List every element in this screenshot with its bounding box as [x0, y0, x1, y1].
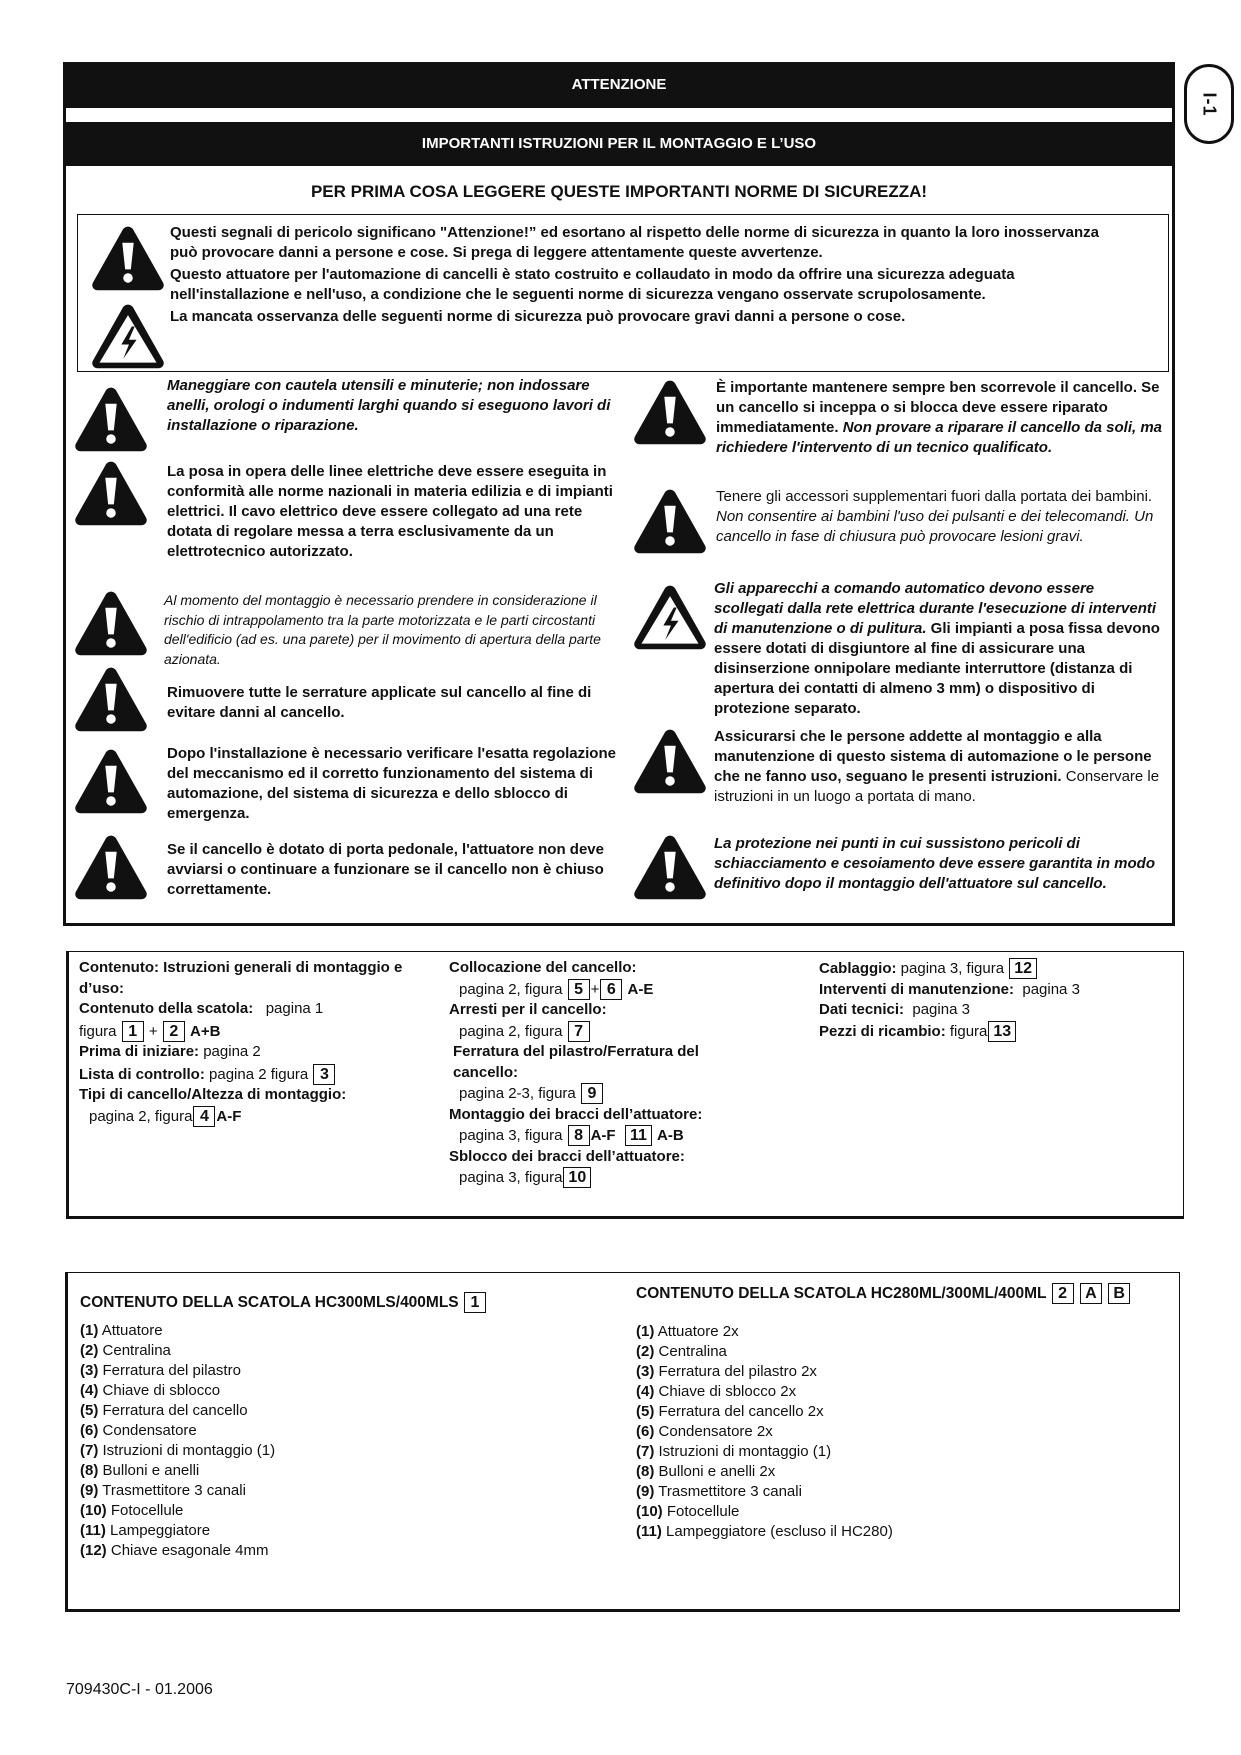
warning-text-pedestrian-door: Se il cancello è dotato di porta pedonale, l'attuatore non deve avviarsi o continuare a funzionare se il cancello non è chiuso correttamente. [167, 841, 604, 898]
contents-label: Tipi di cancello/Altezza di montaggio: [79, 1086, 347, 1103]
list-item-number: (5) [80, 1402, 99, 1419]
box-contents-right [636, 1283, 1176, 1542]
page-tab [1184, 64, 1234, 144]
document-code: 709430C-I - 01.2006 [66, 1681, 213, 1698]
list-item-text: Trasmettitore 3 canali [102, 1482, 246, 1499]
contents-label: Contenuto della scatola: [79, 1000, 254, 1017]
list-item [80, 1361, 620, 1381]
figure-ref: B [1108, 1283, 1130, 1304]
list-item [636, 1342, 1176, 1362]
contents-label: Cablaggio: [819, 960, 897, 977]
list-item [80, 1481, 620, 1501]
warning-text-tools: Maneggiare con cautela utensili e minuterie; non indossare anelli, orologi o indumenti larghi quando si eseguono lavori di installazione o riparazione. [167, 377, 611, 434]
contents-value: pagina 2 figura [209, 1065, 309, 1083]
contents-heading: Contenuto: Istruzioni generali di montaggio e d’uso: [79, 959, 403, 997]
list-item-text: Bulloni e anelli 2x [658, 1463, 776, 1480]
warning-text-bold: Assicurarsi che le persone addette al montaggio e alla manutenzione di questo sistema di automazione o le persone che ne fanno uso, seguano le presenti istruzioni. [714, 728, 1152, 785]
list-item-number: (4) [80, 1382, 99, 1399]
list-item-number: (5) [636, 1403, 655, 1420]
list-item-number: (8) [636, 1463, 655, 1480]
figure-ref: 8 [568, 1125, 590, 1146]
figure-suffix: A-B [657, 1127, 684, 1144]
intro-paragraph: Questi segnali di pericolo significano "Attenzione!” ed esortano al rispetto delle norme di sicurezza in quanto la loro inosservanza può provocare danni a persone e cose. Si prega di leggere attentamente queste avvertenze. [170, 224, 1099, 261]
list-item-number: (2) [80, 1342, 99, 1359]
figure-ref: 4 [193, 1106, 215, 1127]
warning-triangle-icon [632, 832, 708, 902]
contents-value: pagina 3, figura [459, 1127, 563, 1144]
contents-value: pagina 2, figura [459, 1022, 563, 1040]
warning-text-locks: Rimuovere tutte le serrature applicate sul cancello al fine di evitare danni al cancello. [167, 684, 592, 721]
figure-ref: 13 [988, 1021, 1016, 1042]
page-tab-label: I-1 [1199, 91, 1220, 117]
list-item-number: (10) [80, 1502, 107, 1519]
electrical-hazard-icon [90, 301, 166, 371]
contents-label: Dati tecnici: [819, 1001, 905, 1018]
list-item-number: (3) [636, 1363, 655, 1380]
list-item-number: (11) [636, 1523, 662, 1540]
figure-ref: 10 [563, 1167, 591, 1188]
intro-paragraph: La mancata osservanza delle seguenti norme di sicurezza può provocare gravi danni a persone o cose. [170, 308, 906, 325]
contents-value: pagina 3 [912, 1001, 970, 1018]
list-item [80, 1401, 620, 1421]
warning-triangle-icon [73, 746, 149, 816]
figure-suffix: A+B [189, 1022, 221, 1040]
figure-suffix: A-F [590, 1127, 616, 1144]
contents-value: figura [949, 1022, 988, 1040]
contents-value: pagina 2, figura [459, 980, 563, 998]
list-item [636, 1482, 1176, 1502]
warning-triangle-icon [632, 377, 708, 447]
contents-column-3 [819, 958, 1159, 1042]
list-item-text: Chiave di sblocco [102, 1382, 221, 1399]
intro-paragraph: Questo attuatore per l'automazione di cancelli è stato costruito e collaudato in modo da offrire una sicurezza adeguata nell'installazione e nell'uso, a condizione che le seguenti norme di sicurezza vengano osservate scrupolosamente. [170, 266, 1015, 303]
list-item-number: (9) [80, 1482, 99, 1499]
figure-ref: 9 [581, 1083, 603, 1104]
figure-ref: 11 [625, 1125, 652, 1146]
list-item-text: Ferratura del cancello 2x [658, 1403, 824, 1420]
page-title: PER PRIMA COSA LEGGERE QUESTE IMPORTANTI NORME DI SICUREZZA! [310, 182, 928, 201]
figure-ref: 2 [163, 1021, 185, 1042]
box-title-text: CONTENUTO DELLA SCATOLA HC300MLS/400MLS [80, 1294, 459, 1311]
warning-text-bold-italic: Non provare a riparare il cancello da soli, ma richiedere l'intervento di un tecnico qualificato. [716, 419, 1163, 456]
contents-column-2 [449, 958, 749, 1189]
list-item-number: (7) [80, 1442, 99, 1459]
warning-text-crushing: La protezione nei punti in cui sussistono pericoli di schiacciamento e cesoiamento deve essere garantita in modo definitivo dopo il montaggio dell'attuatore sul cancello. [714, 835, 1156, 892]
list-item-text: Lampeggiatore [110, 1522, 211, 1539]
list-item [636, 1502, 1176, 1522]
contents-value: pagina 1 [265, 1000, 324, 1017]
subtitle-bar: IMPORTANTI ISTRUZIONI PER IL MONTAGGIO E L’USO [63, 122, 1175, 166]
list-item-text: Istruzioni di montaggio (1) [658, 1443, 832, 1460]
box-title [636, 1283, 1176, 1304]
contents-label: Interventi di manutenzione: [819, 980, 1015, 998]
warning-text-verification: Dopo l'installazione è necessario verificare l'esatta regolazione del meccanismo ed il corretto funzionamento del sistema di automazione, del sistema di sicurezza e dello sblocco di emergenza. [167, 745, 616, 822]
contents-column-1 [79, 958, 431, 1127]
list-item-text: Fotocellule [666, 1503, 740, 1520]
list-item-number: (1) [80, 1322, 99, 1339]
list-item [80, 1381, 620, 1401]
list-item [80, 1461, 620, 1481]
list-item-number: (6) [80, 1422, 99, 1439]
figure-ref: 3 [313, 1064, 335, 1085]
warning-text-plain: Tenere gli accessori supplementari fuori dalla portata dei bambini. [716, 488, 1153, 505]
contents-value: pagina 3, figura [459, 1169, 563, 1186]
warning-text-children [716, 487, 1162, 547]
list-item-number: (6) [636, 1423, 655, 1440]
list-item [636, 1362, 1176, 1382]
intro-text [170, 223, 1130, 329]
list-item-text: Condensatore 2x [658, 1423, 773, 1440]
list-item-number: (8) [80, 1462, 99, 1479]
contents-separator: + [590, 980, 600, 998]
warning-text-disconnect [714, 579, 1166, 719]
list-item-text: Chiave di sblocco 2x [658, 1383, 797, 1400]
list-item [80, 1321, 620, 1341]
contents-label: Lista di controllo: [79, 1065, 205, 1083]
list-item [636, 1422, 1176, 1442]
list-item-number: (3) [80, 1362, 99, 1379]
list-item-text: Ferratura del pilastro [102, 1362, 241, 1379]
contents-label: Montaggio dei bracci dell’attuatore: [449, 1105, 703, 1123]
figure-ref: 2 [1052, 1283, 1074, 1304]
warning-text-bold-italic: Gli apparecchi a comando automatico devono essere scollegati dalla rete elettrica durante l'esecuzione di interventi di manutenzione o di pulitura. [714, 580, 1157, 637]
figure-suffix: A-F [216, 1107, 242, 1125]
figure-ref: 5 [568, 979, 590, 1000]
list-item [80, 1501, 620, 1521]
list-item [636, 1322, 1176, 1342]
list-item-number: (1) [636, 1323, 655, 1340]
box-title [80, 1292, 620, 1313]
warning-triangle-icon [632, 486, 708, 556]
contents-label: Prima di iniziare: [79, 1043, 200, 1060]
list-item [636, 1402, 1176, 1422]
contents-value: figura [79, 1022, 117, 1040]
list-item-number: (7) [636, 1443, 655, 1460]
list-item-text: Bulloni e anelli [102, 1462, 200, 1479]
warning-text-personnel [714, 727, 1160, 807]
list-item-text: Attuatore [101, 1322, 163, 1339]
contents-value: pagina 2, figura [89, 1107, 193, 1125]
box-contents-left [80, 1292, 620, 1561]
list-item [636, 1462, 1176, 1482]
list-item-text: Ferratura del pilastro 2x [658, 1363, 817, 1380]
list-item-text: Istruzioni di montaggio (1) [102, 1442, 276, 1459]
warning-triangle-icon [73, 588, 149, 658]
list-item-text: Lampeggiatore (escluso il HC280) [666, 1523, 893, 1540]
figure-ref: A [1080, 1283, 1102, 1304]
list-item-text: Chiave esagonale 4mm [110, 1542, 269, 1559]
contents-label: Collocazione del cancello: [449, 959, 637, 976]
warning-triangle-icon [73, 664, 149, 734]
list-item [636, 1442, 1176, 1462]
list-item [80, 1521, 620, 1541]
list-item [80, 1341, 620, 1361]
list-item-text: Centralina [102, 1342, 171, 1359]
warning-text-italic: Non consentire ai bambini l'uso dei pulsanti e dei telecomandi. Un cancello in fase di chiusura può provocare lesioni gravi. [716, 508, 1154, 545]
warning-text-bold: È importante mantenere sempre ben scorrevole il cancello. Se un cancello si inceppa o si blocca deve essere riparato immediatamente. [716, 379, 1160, 436]
contents-value: pagina 2-3, figura [459, 1085, 576, 1102]
list-item [80, 1421, 620, 1441]
box-title-text: CONTENUTO DELLA SCATOLA HC280ML/300ML/400ML [636, 1285, 1047, 1302]
attention-bar: ATTENZIONE [63, 62, 1175, 108]
figure-ref: 1 [464, 1292, 486, 1313]
list-item-text: Trasmettitore 3 canali [658, 1483, 802, 1500]
contents-separator: + [148, 1022, 158, 1040]
list-item-number: (12) [80, 1542, 107, 1559]
warning-text-gate-maintenance [716, 378, 1162, 458]
figure-ref: 1 [122, 1021, 144, 1042]
warning-triangle-icon [73, 384, 149, 454]
contents-value: pagina 2 [203, 1043, 261, 1060]
intro-box [77, 214, 1169, 372]
list-item-text: Fotocellule [110, 1502, 184, 1519]
warning-text-entrapment: Al momento del montaggio è necessario prendere in considerazione il rischio di intrappolamento tra la parte motorizzata e le parti circostanti dell'edificio (ad es. una parete) per il movimento di apertura della parte azionata. [164, 592, 601, 667]
list-item-text: Condensatore [102, 1422, 197, 1439]
figure-ref: 6 [600, 979, 622, 1000]
contents-label: Arresti per il cancello: [449, 1001, 607, 1018]
contents-label: Sblocco dei bracci dell’attuatore: [449, 1147, 685, 1165]
list-item [80, 1541, 620, 1561]
warning-triangle-icon [632, 726, 708, 796]
list-item-text: Centralina [658, 1343, 727, 1360]
warning-text-bold: Gli impianti a posa fissa devono essere dotati di disgiuntore al fine di assicurare una disinserzione onnipolare mediante interruttore (distanza di apertura dei contatti di almeno 3 mm) o dispositivo di protezione separato. [714, 620, 1160, 717]
warning-triangle-icon [73, 832, 149, 902]
list-item-text: Attuatore 2x [657, 1323, 739, 1340]
contents-label: Pezzi di ricambio: [819, 1022, 946, 1040]
electrical-hazard-icon [632, 582, 708, 652]
list-item-number: (9) [636, 1483, 655, 1500]
box-item-list [80, 1321, 620, 1561]
list-item-number: (2) [636, 1343, 655, 1360]
figure-ref: 12 [1009, 958, 1037, 979]
warning-text-electrical: La posa in opera delle linee elettriche deve essere eseguita in conformità alle norme nazionali in materia edilizia e di impianti elettrici. Il cavo elettrico deve essere collegato ad una rete dotata di regolare messa a terra esclusivamente da un elettrotecnico autorizzato. [167, 463, 613, 560]
contents-value: pagina 3 [1022, 980, 1080, 998]
warning-triangle-icon [90, 223, 166, 293]
contents-value: pagina 3, figura [900, 960, 1005, 977]
box-contents-section [65, 1272, 1180, 1612]
list-item-number: (11) [80, 1522, 106, 1539]
figure-ref: 7 [568, 1021, 590, 1042]
list-item-text: Ferratura del cancello [102, 1402, 248, 1419]
warning-triangle-icon [73, 458, 149, 528]
list-item [80, 1441, 620, 1461]
list-item-number: (4) [636, 1383, 655, 1400]
contents-label: Ferratura del pilastro/Ferratura del cancello: [453, 1043, 699, 1081]
list-item [636, 1522, 1176, 1542]
figure-suffix: A-E [627, 980, 654, 998]
warning-text-plain: Conservare le istruzioni in un luogo a portata di mano. [714, 768, 1160, 805]
list-item [636, 1382, 1176, 1402]
box-item-list [636, 1322, 1176, 1542]
contents-box [66, 951, 1184, 1219]
list-item-number: (10) [636, 1503, 663, 1520]
